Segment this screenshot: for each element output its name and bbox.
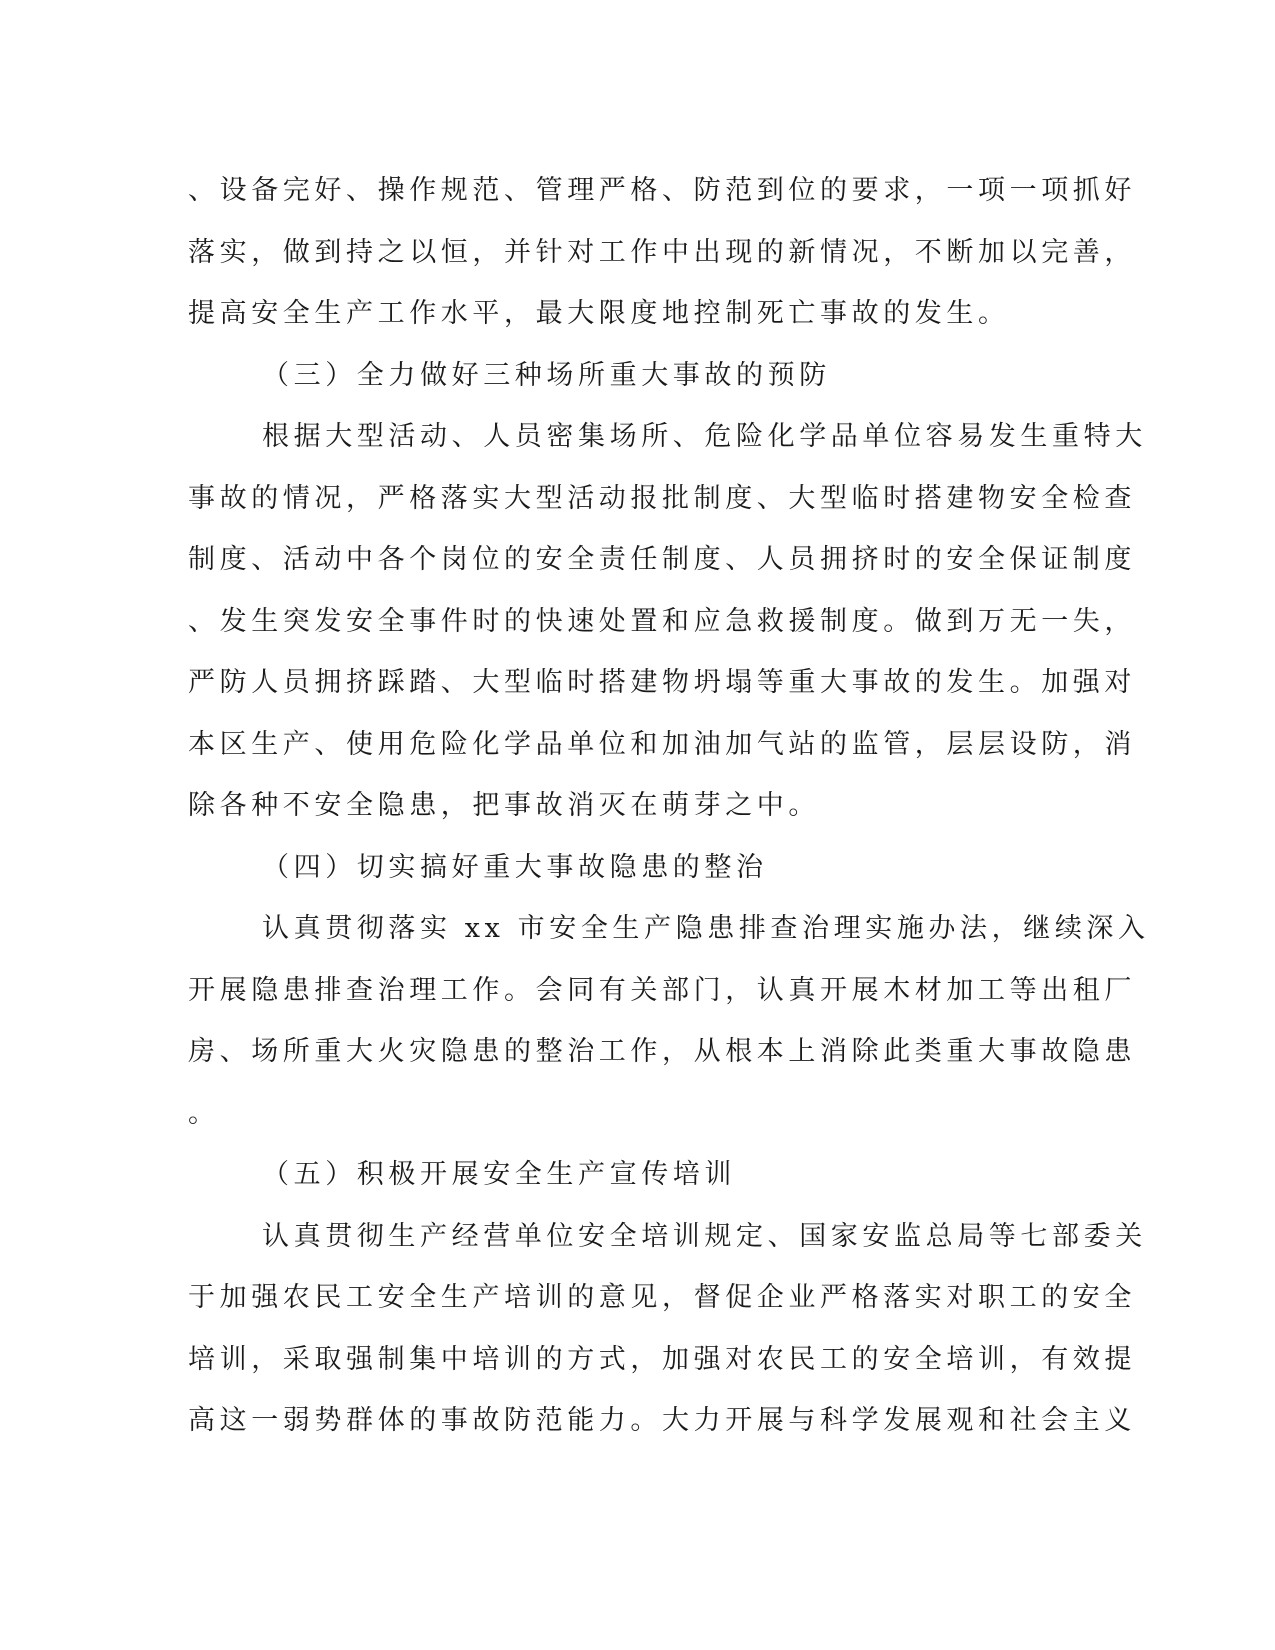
text-line: 制度、活动中各个岗位的安全责任制度、人员拥挤时的安全保证制度: [188, 544, 1136, 575]
paragraph-first-line: 根据大型活动、人员密集场所、危险化学品单位容易发生重特大: [262, 421, 1147, 452]
text-line: 除各种不安全隐患，把事故消灭在萌芽之中。: [188, 790, 820, 821]
section-heading-4: （四）切实搞好重大事故隐患的整治: [262, 851, 768, 883]
text-line: 落实，做到持之以恒，并针对工作中出现的新情况，不断加以完善，: [188, 236, 1136, 268]
text-line: 提高安全生产工作水平，最大限度地控制死亡事故的发生。: [188, 298, 1010, 329]
text-line: 、设备完好、操作规范、管理严格、防范到位的要求，一项一项抓好: [188, 175, 1136, 206]
text-line: 于加强农民工安全生产培训的意见，督促企业严格落实对职工的安全: [188, 1282, 1136, 1313]
text-line: 。: [188, 1097, 220, 1129]
text-line: 本区生产、使用危险化学品单位和加油加气站的监管，层层设防，消: [188, 728, 1136, 760]
document-body: [188, 160, 1150, 1452]
text-line: 开展隐患排查治理工作。会同有关部门，认真开展木材加工等出租厂: [188, 974, 1136, 1006]
paragraph-first-line: 认真贯彻落实 xx 市安全生产隐患排查治理实施办法，继续深入: [262, 913, 1150, 944]
paragraph-first-line: 认真贯彻生产经营单位安全培训规定、国家安监总局等七部委关: [262, 1220, 1147, 1252]
text-line: 培训，采取强制集中培训的方式，加强对农民工的安全培训，有效提: [188, 1343, 1136, 1375]
section-heading-3: （三）全力做好三种场所重大事故的预防: [262, 359, 831, 391]
text-line: 高这一弱势群体的事故防范能力。大力开展与科学发展观和社会主义: [188, 1405, 1136, 1436]
text-line: 严防人员拥挤踩踏、大型临时搭建物坍塌等重大事故的发生。加强对: [188, 667, 1136, 698]
text-line: 事故的情况，严格落实大型活动报批制度、大型临时搭建物安全检查: [188, 482, 1136, 514]
section-heading-5: （五）积极开展安全生产宣传培训: [262, 1159, 736, 1190]
text-line: 、发生突发安全事件时的快速处置和应急救援制度。做到万无一失，: [188, 605, 1136, 637]
text-line: 房、场所重大火灾隐患的整治工作，从根本上消除此类重大事故隐患: [188, 1036, 1136, 1067]
